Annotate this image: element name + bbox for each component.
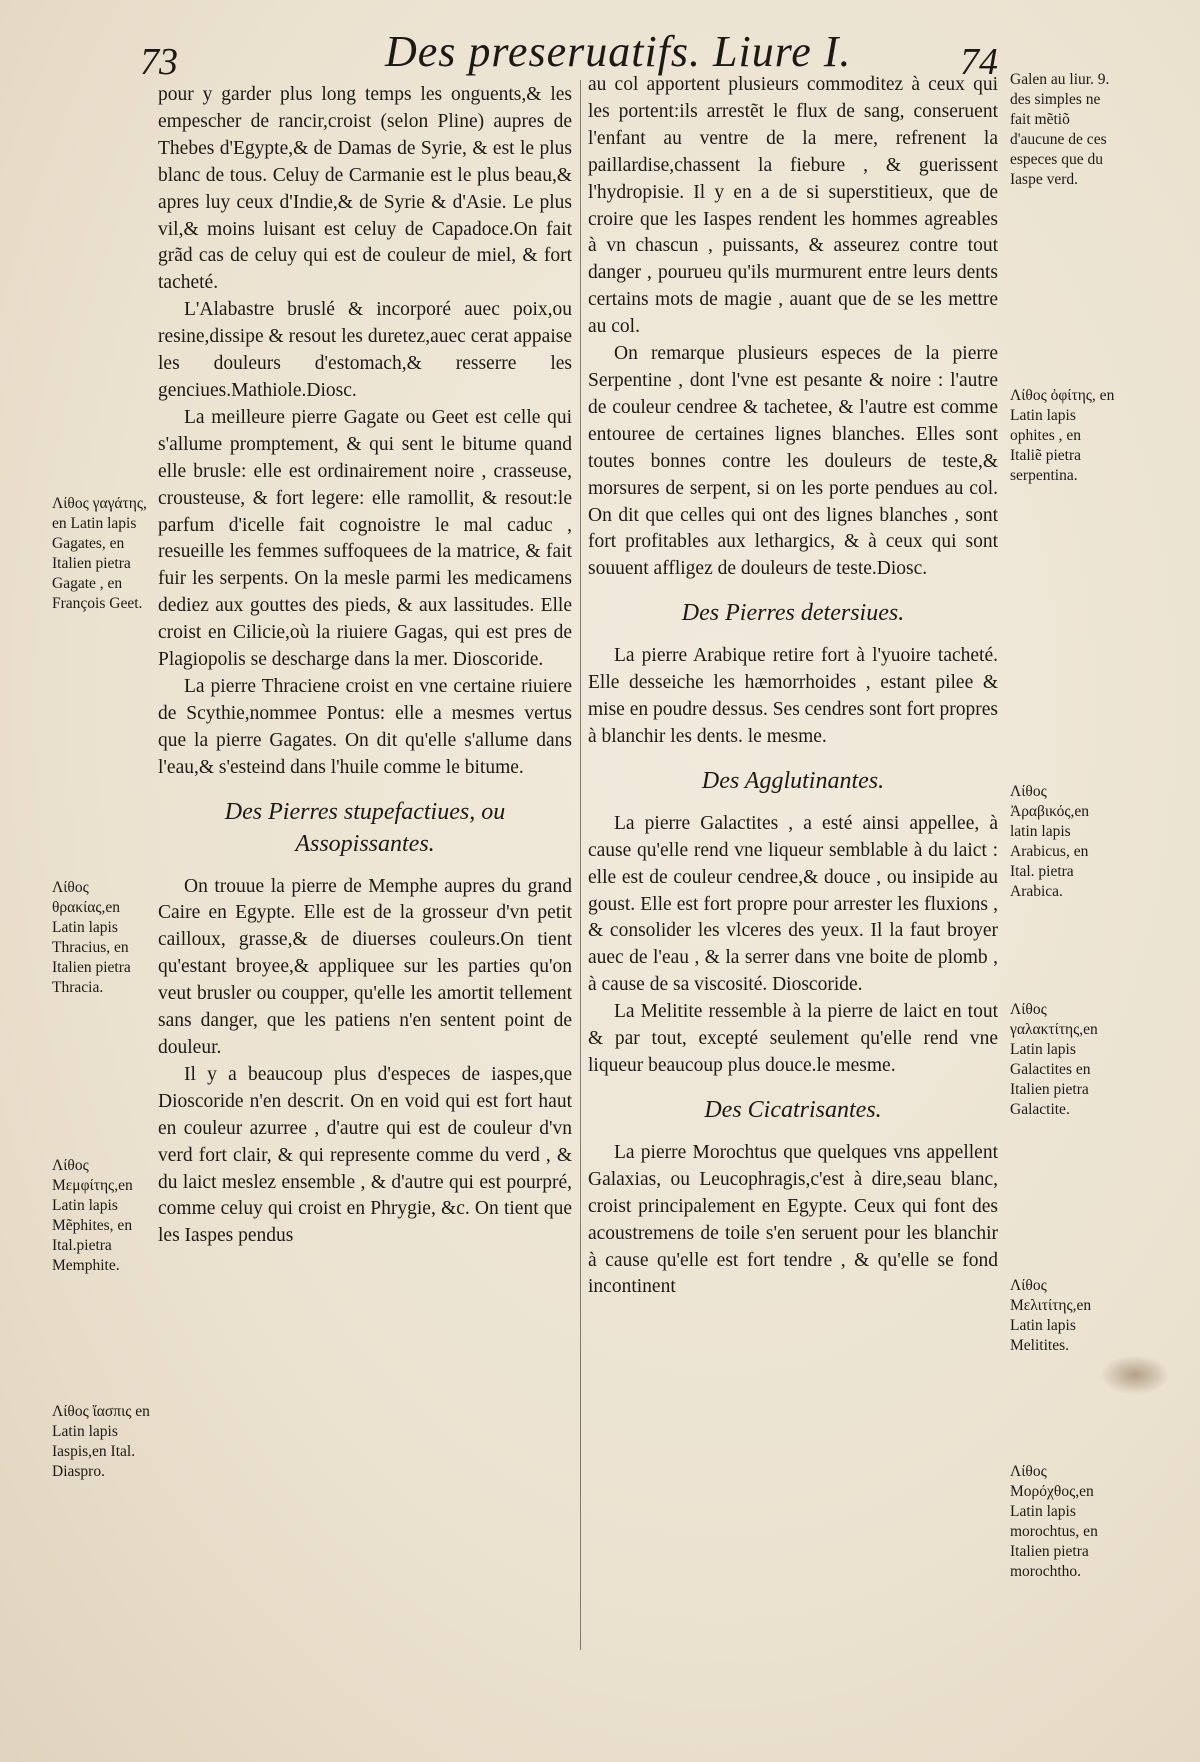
margin-note-thracius: Λίθος θρακίας,en Latin lapis Thracius, en Italien pietra Thracia.	[52, 879, 131, 996]
paper-stain	[1100, 1355, 1170, 1395]
running-title: Des preseruatifs. Liure I.	[385, 27, 852, 76]
margin-note-gagates: Λίθος γαγάτης, en Latin lapis Gagates, en Italien pietra Gagate , en François Geet.	[52, 495, 147, 612]
left-column	[158, 82, 572, 1250]
paragraph-melitite: La Melitite ressemble à la pierre de laict en tout & par tout, excepté seulement qu'elle rend vne liqueur beaucoup plus douce.le mesme.	[588, 1001, 998, 1076]
paragraph-onguents: pour y garder plus long temps les onguents,& les empescher de rancir,croist (selon Pline) aupres de Thebes d'Egypte,& de Damas de Syrie, & est le plus blanc de tous. Celuy de Carmanie est le plus beau,& apres luy ceux d'Indie,& de Syrie & d'Asie. Le plus vil,& moins luisant est celuy de Capadoce.On fait grãd cas de celuy qui est de couleur de miel, & fort tacheté.	[158, 84, 572, 294]
heading-cicatrisantes: Des Cicatrisantes.	[704, 1096, 882, 1123]
paragraph-galactites: La pierre Galactites , a esté ainsi appellee, à cause qu'elle rend vne liqueur semblable à du laict : elle est de couleur cendree,& douce , ou insipide au goust. Elle est fort propre pour arrester les fluxions , & consolider les vlceres des yeux. Il la faut broyer auec de l'eau , & la serrer dans vne boite de plomb , à cause de sa viscosité. Dioscoride.	[588, 812, 998, 996]
heading-agglutinantes: Des Agglutinantes.	[701, 767, 885, 794]
paragraph-gagate: La meilleure pierre Gagate ou Geet est celle qui s'allume promptement, & qui sent le bitume quand elle brusle: elle est ordinairement noire , crasseuse, crousteuse, & fort legere: elle ramollit, & resout:le parfum d'icelle fait cognoistre le mal caduc , resueille les femmes suffoquees de la matrice, & fait fuir les serpents. On la mesle parmi les medicamens dediez aux gouttes des pieds, & aux lassitudes. Elle croist en Cilicie,où la riuiere Gagas, qui est pres de Plagiopolis se descharge dans la mer. Dioscoride.	[158, 406, 572, 671]
margin-note-arabicus: Λίθος Ἀραβικός,en latin lapis Arabicus, en Ital. pietra Arabica.	[1010, 783, 1089, 900]
margin-note-galen: Galen au liur. 9. des simples ne fait mẽtiõ d'aucune de ces especes que du Iaspe verd.	[1010, 71, 1110, 188]
paragraph-iaspes: Il y a beaucoup plus d'especes de iaspes,que Dioscoride n'en descrit. On en void qui est fort haut en couleur azurree , d'autre qui est de couleur d'vn verd fort clair, & qui represente comme du verd , & du laict meslez ensemble , & d'autre qui est pourpré, comme celuy qui croist en Phrygie, &c. On tient que les Iaspes pendus	[158, 1063, 572, 1247]
left-page-number: 73	[140, 41, 178, 83]
paragraph-alabastre: L'Alabastre bruslé & incorporé auec poix,ou resine,dissipe & resout les duretez,auec cerat appaise les douleurs d'estomach,& resserre les genciues.Mathiole.Diosc.	[158, 299, 572, 401]
paragraph-morochtus: La pierre Morochtus que quelques vns appellent Galaxias, ou Leucophragis,c'est à dire,seau blanc, croist principalement en Egypte. Ceux qui font des acoustremens de toile s'en seruent pour les blanchir à cause qu'elle est fort tendre , & qu'elle se fond incontinent	[588, 1141, 998, 1298]
paragraph-serpentine: On remarque plusieurs especes de la pierre Serpentine , dont l'vne est pesante & noire : l'autre de couleur cendree & tachetee, & l'autre est comme entouree de certaines lignes blanches. Elles sont toutes bonnes contre les douleurs de teste,& morsures de serpent, si on les porte pendues au col. On dit que celles qui ont des lignes blanches , sont fort profitables aux lethargics, & à ceux qui sont souuent affligez de douleurs de teste.Diosc.	[588, 343, 998, 580]
margin-note-iaspis: Λίθος ἴασπις en Latin lapis Iaspis,en Ital. Diaspro.	[52, 1403, 150, 1480]
heading-stupefactives: Des Pierres stupefactiues, ou Assopissantes.	[224, 798, 506, 857]
margin-note-memphites: Λίθος Μεμφίτης,en Latin lapis Mẽphites, en Ital.pietra Memphite.	[52, 1157, 133, 1274]
paragraph-memphe: On trouue la pierre de Memphe aupres du grand Caire en Egypte. Elle est de la grosseur d'vn petit cailloux, grasse,& de diuerses couleurs.On tient qu'estant broyee,& appliquee sur les parties qu'on veut brusler ou coupper, qu'elle les amortit tellement sans danger, que les patiens n'en sentent point de douleur.	[158, 875, 572, 1058]
paragraph-thraciene: La pierre Thraciene croist en vne certaine riuiere de Scythie,nommee Pontus: elle a mesmes vertus que la pierre Gagates. On dit qu'elle s'allume dans l'eau,& s'esteind dans l'huile comme le bitume.	[158, 675, 572, 778]
margin-note-galactites: Λίθος γαλακτίτης,en Latin lapis Galactites en Italien pietra Galactite.	[1010, 1001, 1098, 1118]
paragraph-arabique: La pierre Arabique retire fort à l'yuoire tacheté. Elle desseiche les hæmorrhoides , estant pilee & mise en poudre dessus. Ses cendres sont fort propres à blanchir les dents. le mesme.	[588, 645, 998, 747]
margin-note-melitites: Λίθος Μελιτίτης,en Latin lapis Melitites.	[1010, 1277, 1092, 1354]
margin-note-ophites: Λίθος ὀφίτης, en Latin lapis ophites , en Italiẽ pietra serpentina.	[1010, 387, 1115, 484]
paragraph-iaspes-continued: au col apportent plusieurs commoditez à ceux qui les portent:ils arrestẽt le flux de sang, conseruent l'enfant au ventre de la mere, refrenent la paillardise,chassent la fiebure , & guerissent l'hydropisie. Il y en a de si superstitieux, que de croire que les Iaspes rendent les hommes agreables à vn chascun , puissants, & asseurez contre tout danger , pourueu qu'ils murmurent entre leurs dents certains mots de magie , auant que de se les mettre au col.	[588, 74, 998, 338]
right-page-number: 74	[960, 41, 998, 83]
margin-note-morochthus: Λίθος Μορόχθος,en Latin lapis morochtus, en Italien pietra morochtho.	[1010, 1463, 1098, 1580]
column-divider	[580, 80, 581, 1650]
right-column	[588, 72, 998, 1301]
heading-detersives: Des Pierres detersiues.	[681, 600, 905, 627]
